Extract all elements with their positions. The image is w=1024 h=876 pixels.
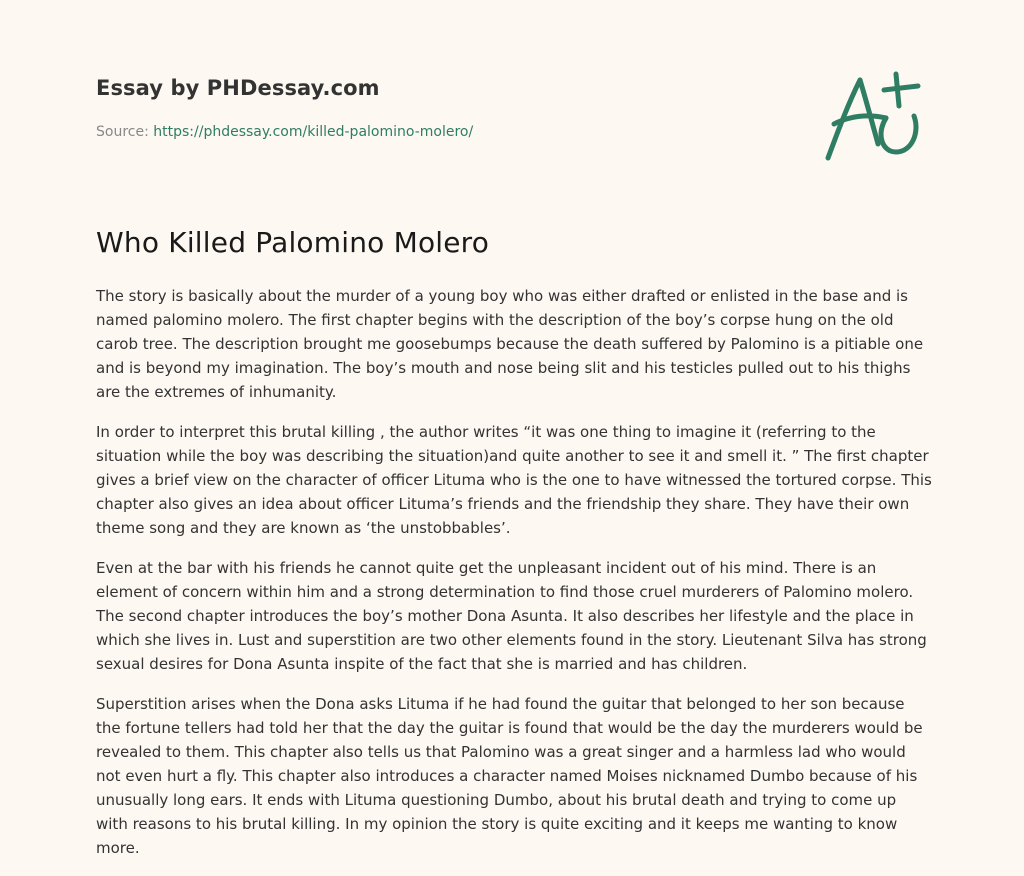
- essay-paragraph: Superstition arises when the Dona asks Lituma if he had found the guitar that belonged to her son because the fortune tellers had told her that the day the guitar is found that would be the day the murderers would be revealed to them. This chapter also tells us that Palomino was a great singer and a harmless lad who would not even hurt a fly. This chapter also introduces a character named Moises nicknamed Dumbo because of his unusually long ears. It ends with Lituma questioning Dumbo, about his brutal death and trying to come up with reasons to his brutal killing. In my opinion the story is quite exciting and it keeps me wanting to know more.: [96, 695, 923, 857]
- essay-paragraph: The story is basically about the murder of a young boy who was either drafted or enlisted in the base and is named palomino molero. The first chapter begins with the description of the boy’s corpse hung on the old carob tree. The description brought me goosebumps because the death suffered by Palomino is a pitiable one and is beyond my imagination. The boy’s mouth and nose being slit and his testicles pulled out to his thighs are the extremes of inhumanity.: [96, 287, 924, 401]
- a-plus-grade-icon: [820, 66, 930, 166]
- essay-body: [96, 284, 932, 876]
- essay-title: Who Killed Palomino Molero: [96, 226, 490, 259]
- essay-paragraph: Even at the bar with his friends he cannot quite get the unpleasant incident out of his mind. There is an element of concern within him and a strong determination to find those cruel murderers of Palomino molero. The second chapter introduces the boy’s mother Dona Asunta. It also describes her lifestyle and the place in which she lives in. Lust and superstition are two other elements found in the story. Lieutenant Silva has strong sexual desires for Dona Asunta inspite of the fact that she is married and has children.: [96, 559, 927, 673]
- source-label: Source:: [96, 124, 149, 140]
- source-link[interactable]: https://phdessay.com/killed-palomino-molero/: [153, 124, 474, 140]
- source-line: [96, 124, 473, 140]
- essay-paragraph: In order to interpret this brutal killing , the author writes “it was one thing to imagine it (referring to the situation while the boy was describing the situation)and quite another to see it and smell it. ” The first chapter gives a brief view on the character of officer Lituma who is the one to have witnessed the tortured corpse. This chapter also gives an idea about officer Lituma’s friends and the friendship they share. They have their own theme song and they are known as ‘the unstobbables’.: [96, 423, 932, 537]
- site-title: Essay by PHDessay.com: [96, 76, 380, 100]
